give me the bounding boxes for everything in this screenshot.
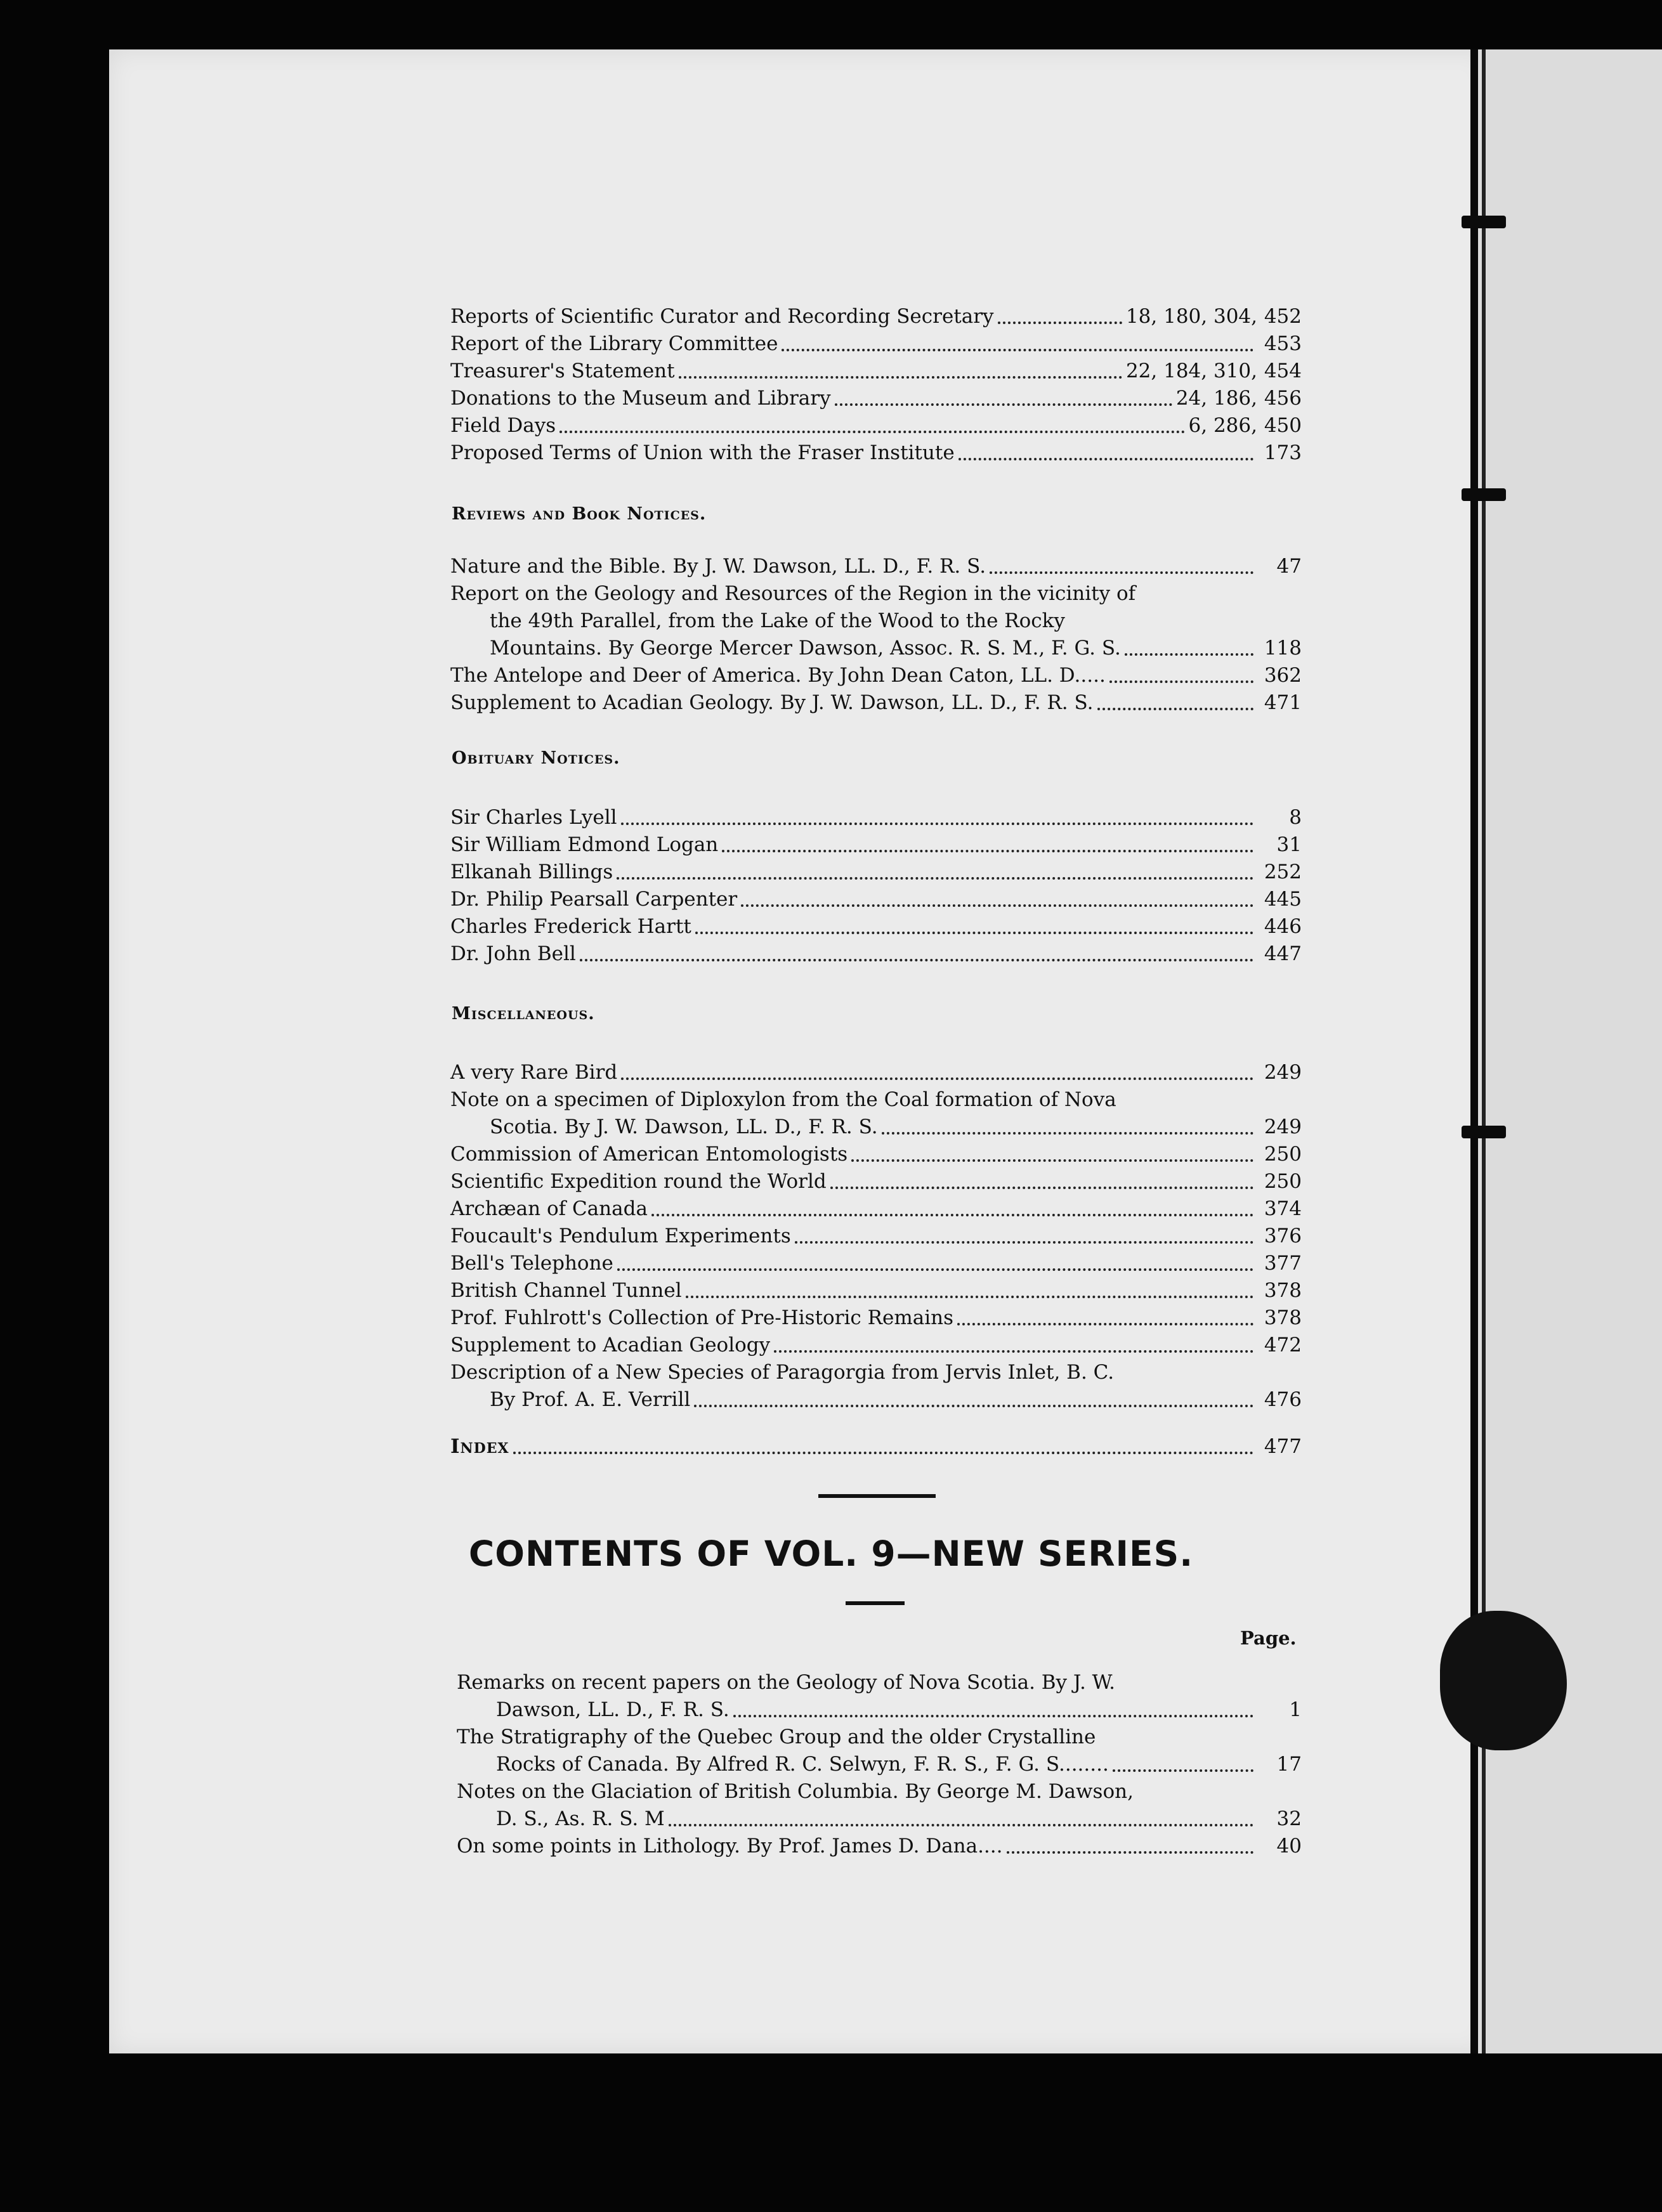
- toc-entry: Field Days 6, 286, 450: [450, 414, 1302, 437]
- toc-entry: Index 477: [450, 1435, 1302, 1458]
- binding-clip: [1462, 216, 1506, 228]
- toc-entry-title: Report on the Geology and Resources of the Region in the vicinity of: [450, 582, 1136, 605]
- toc-entry: Dawson, LL. D., F. R. S. 1: [496, 1698, 1302, 1721]
- toc-reviews: [450, 553, 1302, 717]
- toc-entry-title: Remarks on recent papers on the Geology of Nova Scotia. By J. W.: [457, 1671, 1115, 1694]
- toc-entry: Foucault's Pendulum Experiments 376: [450, 1225, 1302, 1247]
- toc-entry: The Antelope and Deer of America. By John Dean Caton, LL. D..... 362: [450, 664, 1302, 687]
- section-heading-reviews: Reviews and Book Notices.: [452, 504, 707, 524]
- toc-misc: [450, 1059, 1302, 1414]
- toc-entry: Treasurer's Statement 22, 184, 310, 454: [450, 360, 1302, 382]
- binding-clip: [1462, 1126, 1506, 1138]
- binding-clip: [1462, 488, 1506, 501]
- page-column-label: Page.: [1240, 1627, 1297, 1649]
- toc-vol9: [457, 1669, 1302, 1860]
- toc-entry: Charles Frederick Hartt 446: [450, 915, 1302, 938]
- toc-entry: A very Rare Bird 249: [450, 1061, 1302, 1084]
- toc-entry: Dr. Philip Pearsall Carpenter 445: [450, 888, 1302, 911]
- toc-index: [450, 1433, 1302, 1461]
- toc-entry-title: The Stratigraphy of the Quebec Group and the older Crystalline: [457, 1726, 1096, 1748]
- toc-entry-title: Note on a specimen of Diploxylon from the Coal formation of Nova: [450, 1088, 1116, 1111]
- toc-entry-continuation: the 49th Parallel, from the Lake of the Wood to the Rocky: [490, 609, 1065, 632]
- toc-entry: D. S., As. R. S. M 32: [496, 1807, 1302, 1830]
- toc-entry: Elkanah Billings 252: [450, 861, 1302, 883]
- toc-top-entries: [450, 303, 1302, 467]
- toc-entry: Sir Charles Lyell 8: [450, 806, 1302, 829]
- toc-entry: Rocks of Canada. By Alfred R. C. Selwyn, F. R. S., F. G. S........ 17: [496, 1753, 1302, 1776]
- toc-entry: Nature and the Bible. By J. W. Dawson, LL. D., F. R. S. 47: [450, 555, 1302, 578]
- toc-entry-title: Description of a New Species of Paragorgia from Jervis Inlet, B. C.: [450, 1361, 1115, 1384]
- toc-entry-title: Notes on the Glaciation of British Columbia. By George M. Dawson,: [457, 1780, 1134, 1803]
- divider-rule: [846, 1601, 905, 1605]
- toc-entry: Mountains. By George Mercer Dawson, Assoc. R. S. M., F. G. S. 118: [490, 637, 1302, 660]
- toc-entry: Scotia. By J. W. Dawson, LL. D., F. R. S. 249: [490, 1116, 1302, 1138]
- toc-entry: On some points in Lithology. By Prof. James D. Dana.... 40: [457, 1835, 1302, 1857]
- toc-entry: Sir William Edmond Logan 31: [450, 833, 1302, 856]
- section-heading-misc: Miscellaneous.: [452, 1004, 595, 1024]
- toc-entry: Donations to the Museum and Library 24, 186, 456: [450, 387, 1302, 410]
- toc-entry: Dr. John Bell 447: [450, 942, 1302, 965]
- toc-entry: Bell's Telephone 377: [450, 1252, 1302, 1275]
- toc-entry: Report of the Library Committee 453: [450, 332, 1302, 355]
- volume-contents-title: CONTENTS OF VOL. 9—NEW SERIES.: [468, 1533, 1194, 1574]
- toc-entry: Reports of Scientific Curator and Recording Secretary 18, 180, 304, 452: [450, 305, 1302, 328]
- binding-line: [1482, 49, 1486, 2053]
- toc-entry: Supplement to Acadian Geology. By J. W. Dawson, LL. D., F. R. S. 471: [450, 691, 1302, 714]
- toc-entry: Archæan of Canada 374: [450, 1197, 1302, 1220]
- toc-entry: By Prof. A. E. Verrill 476: [490, 1388, 1302, 1411]
- section-heading-obituary: Obituary Notices.: [452, 748, 620, 768]
- toc-entry: British Channel Tunnel 378: [450, 1279, 1302, 1302]
- toc-entry: Supplement to Acadian Geology 472: [450, 1334, 1302, 1356]
- adjacent-page-edge: [1470, 49, 1662, 2053]
- divider-rule: [818, 1494, 936, 1498]
- toc-entry: Prof. Fuhlrott's Collection of Pre-Historic Remains 378: [450, 1306, 1302, 1329]
- toc-obituary: [450, 804, 1302, 968]
- toc-entry: Scientific Expedition round the World 250: [450, 1170, 1302, 1193]
- toc-entry: Proposed Terms of Union with the Fraser Institute 173: [450, 441, 1302, 464]
- toc-entry: Commission of American Entomologists 250: [450, 1143, 1302, 1166]
